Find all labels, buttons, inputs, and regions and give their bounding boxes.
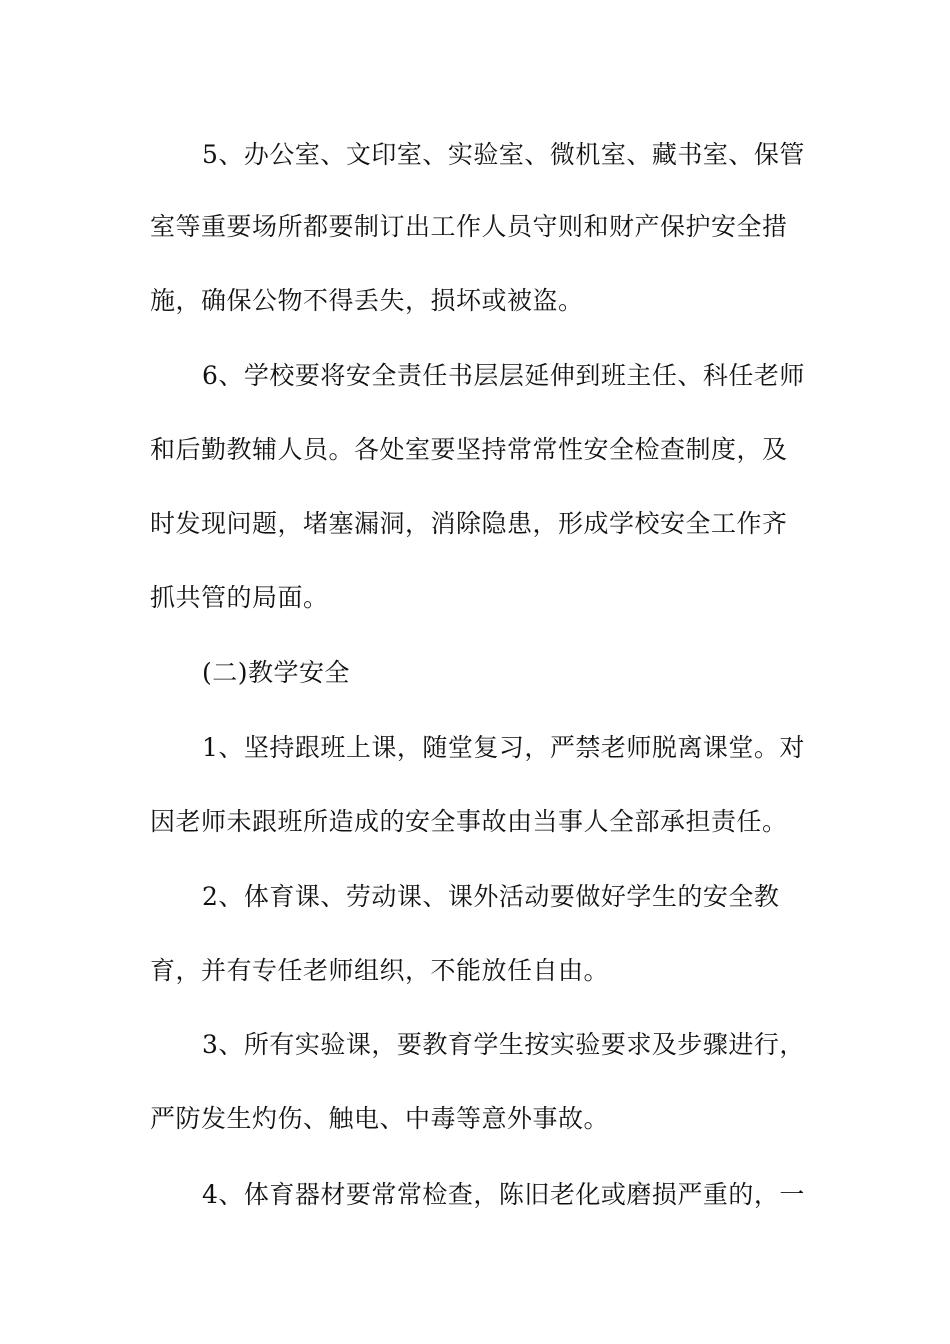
section-heading-teaching-safety: (二)教学安全	[202, 658, 351, 687]
paragraph-5-line-3: 施，确保公物不得丢失，损坏或被盗。	[150, 286, 584, 315]
item-2-line-2: 育，并有专任老师组织，不能放任自由。	[150, 956, 610, 985]
paragraph-5-line-2: 室等重要场所都要制订出工作人员守则和财产保护安全措	[150, 212, 788, 241]
item-1-line-2: 因老师未跟班所造成的安全事故由当事人全部承担责任。	[150, 807, 788, 836]
paragraph-6-line-3: 时发现问题，堵塞漏洞，消除隐患，形成学校安全工作齐	[150, 509, 788, 538]
paragraph-5-line-1: 5、办公室、文印室、实验室、微机室、藏书室、保管	[202, 140, 805, 169]
item-3-line-1: 3、所有实验课，要教育学生按实验要求及步骤进行，	[202, 1030, 805, 1059]
paragraph-6-line-1: 6、学校要将安全责任书层层延伸到班主任、科任老师	[202, 361, 805, 390]
item-3-line-2: 严防发生灼伤、触电、中毒等意外事故。	[150, 1104, 610, 1133]
paragraph-6-line-2: 和后勤教辅人员。各处室要坚持常常性安全检查制度，及	[150, 435, 788, 464]
item-4-line-1: 4、体育器材要常常检查，陈旧老化或磨损严重的，一	[202, 1180, 805, 1209]
item-1-line-1: 1、坚持跟班上课，随堂复习，严禁老师脱离课堂。对	[202, 733, 805, 762]
paragraph-6-line-4: 抓共管的局面。	[150, 583, 329, 612]
item-2-line-1: 2、体育课、劳动课、课外活动要做好学生的安全教	[202, 882, 780, 911]
